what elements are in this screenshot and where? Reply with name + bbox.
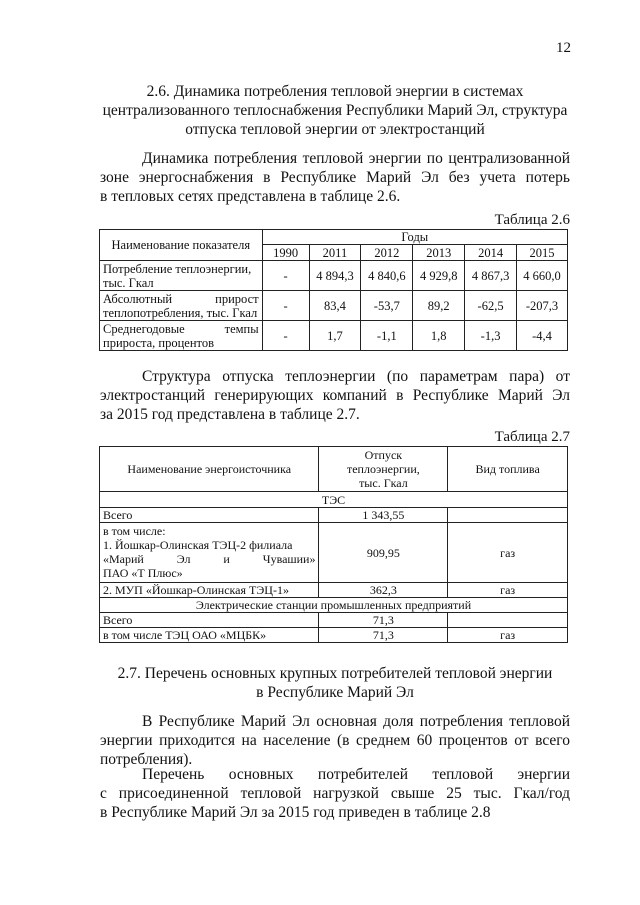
table-cell: - bbox=[262, 261, 309, 291]
table-cell: -1,3 bbox=[465, 321, 517, 351]
row-label-line: прироста, процентов bbox=[103, 335, 214, 350]
paragraph-line: потребления). bbox=[100, 751, 193, 768]
row-label-line: Среднегодовые темпы bbox=[103, 321, 259, 336]
paragraph-line: зоне энергоснабжения в Республике Марий Эл без учета потерь bbox=[100, 169, 570, 186]
table-row bbox=[100, 508, 568, 523]
table-cell: -207,3 bbox=[517, 291, 568, 321]
table-cell: 83,4 bbox=[309, 291, 361, 321]
row-label-line: Абсолютный прирост bbox=[103, 291, 259, 306]
table-cell: -62,5 bbox=[465, 291, 517, 321]
row-label-line: тыс. Гкал bbox=[103, 275, 154, 290]
paragraph-line: в тепловых сетях представлена в таблице 2.6. bbox=[100, 188, 401, 205]
year-header: 2015 bbox=[517, 245, 568, 261]
paragraph-line: с присоединенной тепловой нагрузкой свыше 25 тыс. Гкал/год bbox=[100, 785, 570, 802]
row-label bbox=[100, 261, 263, 291]
group-header-industrial: Электрические станции промышленных предприятий bbox=[100, 598, 568, 613]
table-cell: газ bbox=[448, 628, 568, 643]
table-2-7-caption: Таблица 2.7 bbox=[494, 429, 570, 445]
section-title-line: 2.6. Динамика потребления тепловой энергии в системах bbox=[146, 83, 524, 100]
row-label bbox=[100, 321, 263, 351]
table-cell bbox=[448, 508, 568, 523]
table-cell: 4 867,3 bbox=[465, 261, 517, 291]
header-line: теплоэнергии, bbox=[346, 462, 420, 476]
table-cell: 71,3 bbox=[319, 613, 448, 628]
paragraph-line: В Республике Марий Эл основная доля потребления тепловой bbox=[142, 713, 570, 730]
paragraph-line: Структура отпуска теплоэнергии (по параметрам пара) от bbox=[142, 368, 570, 385]
paragraph-line: за 2015 год представлена в таблице 2.7. bbox=[100, 406, 360, 423]
paragraph-line: энергии приходится на население (в среднем 60 процентов от всего bbox=[100, 732, 570, 749]
column-header-fuel: Вид топлива bbox=[448, 447, 568, 492]
section-2-7-title bbox=[100, 664, 570, 702]
section-title-line: отпуска тепловой энергии от электростанций bbox=[185, 121, 485, 138]
table-cell: 89,2 bbox=[413, 291, 465, 321]
table-cell: 4 894,3 bbox=[309, 261, 361, 291]
table-cell: -4,4 bbox=[517, 321, 568, 351]
row-label-line: 1. Йошкар-Олинская ТЭЦ-2 филиала bbox=[103, 538, 293, 552]
section-title-line: в Республике Марий Эл bbox=[256, 684, 414, 701]
section-title-line: централизованного теплоснабжения Республики Марий Эл, структура bbox=[102, 102, 568, 119]
table-cell: -1,1 bbox=[361, 321, 413, 351]
table-cell bbox=[448, 613, 568, 628]
section-2-7-paragraph-2 bbox=[100, 765, 570, 822]
column-header-name: Наименование показателя bbox=[100, 230, 263, 261]
year-header: 2013 bbox=[413, 245, 465, 261]
header-line: тыс. Гкал bbox=[359, 476, 408, 490]
table-row bbox=[100, 291, 568, 321]
row-label-line: ПАО «Т Плюс» bbox=[103, 566, 183, 580]
table-cell: 909,95 bbox=[319, 523, 448, 583]
row-label: 2. МУП «Йошкар-Олинская ТЭЦ-1» bbox=[100, 583, 319, 598]
column-header-supply bbox=[319, 447, 448, 492]
table-cell: газ bbox=[448, 523, 568, 583]
column-header-source: Наименование энергоисточника bbox=[100, 447, 319, 492]
table-cell: 1 343,55 bbox=[319, 508, 448, 523]
section-title-line: 2.7. Перечень основных крупных потребителей тепловой энергии bbox=[117, 665, 553, 682]
column-header-years: Годы bbox=[262, 230, 567, 245]
header-line: Отпуск bbox=[364, 448, 403, 462]
table-row bbox=[100, 261, 568, 291]
table-2-7 bbox=[99, 446, 568, 643]
table-cell: - bbox=[262, 321, 309, 351]
table-cell: 1,8 bbox=[413, 321, 465, 351]
row-label-line: в том числе: bbox=[103, 524, 166, 538]
row-label: Всего bbox=[100, 613, 319, 628]
table-cell: 4 929,8 bbox=[413, 261, 465, 291]
table-cell: 362,3 bbox=[319, 583, 448, 598]
table-cell: 71,3 bbox=[319, 628, 448, 643]
table-row bbox=[100, 583, 568, 598]
row-label: в том числе ТЭЦ ОАО «МЦБК» bbox=[100, 628, 319, 643]
table-cell: -53,7 bbox=[361, 291, 413, 321]
table-row bbox=[100, 523, 568, 583]
table-2-6-caption: Таблица 2.6 bbox=[494, 212, 570, 228]
row-label bbox=[100, 523, 319, 583]
table-cell: 4 660,0 bbox=[517, 261, 568, 291]
paragraph-line: электростанций генерирующих компаний в Республике Марий Эл bbox=[100, 387, 570, 404]
table-2-6 bbox=[99, 229, 568, 351]
paragraph-line: Динамика потребления тепловой энергии по централизованной bbox=[142, 150, 570, 167]
section-2-6-intro bbox=[100, 149, 570, 206]
section-2-7-intro bbox=[100, 367, 570, 424]
table-cell: 4 840,6 bbox=[361, 261, 413, 291]
year-header: 2014 bbox=[465, 245, 517, 261]
section-2-7-paragraph-1 bbox=[100, 712, 570, 769]
table-row bbox=[100, 613, 568, 628]
table-cell: - bbox=[262, 291, 309, 321]
year-header: 2012 bbox=[361, 245, 413, 261]
year-header: 1990 bbox=[262, 245, 309, 261]
row-label bbox=[100, 291, 263, 321]
table-row bbox=[100, 628, 568, 643]
table-cell: 1,7 bbox=[309, 321, 361, 351]
group-header-tes: ТЭС bbox=[100, 492, 568, 508]
year-header: 2011 bbox=[309, 245, 361, 261]
paragraph-line: в Республике Марий Эл за 2015 год приведен в таблице 2.8 bbox=[100, 804, 491, 821]
table-row bbox=[100, 321, 568, 351]
row-label-line: теплопотребления, тыс. Гкал bbox=[103, 305, 258, 320]
row-label-line: Потребление теплоэнергии, bbox=[103, 261, 252, 276]
row-label-line: «Марий Эл и Чувашии» bbox=[103, 552, 316, 566]
table-cell: газ bbox=[448, 583, 568, 598]
page-number: 12 bbox=[556, 40, 571, 56]
paragraph-line: Перечень основных потребителей тепловой энергии bbox=[142, 766, 570, 783]
section-2-6-title bbox=[100, 82, 570, 139]
row-label: Всего bbox=[100, 508, 319, 523]
